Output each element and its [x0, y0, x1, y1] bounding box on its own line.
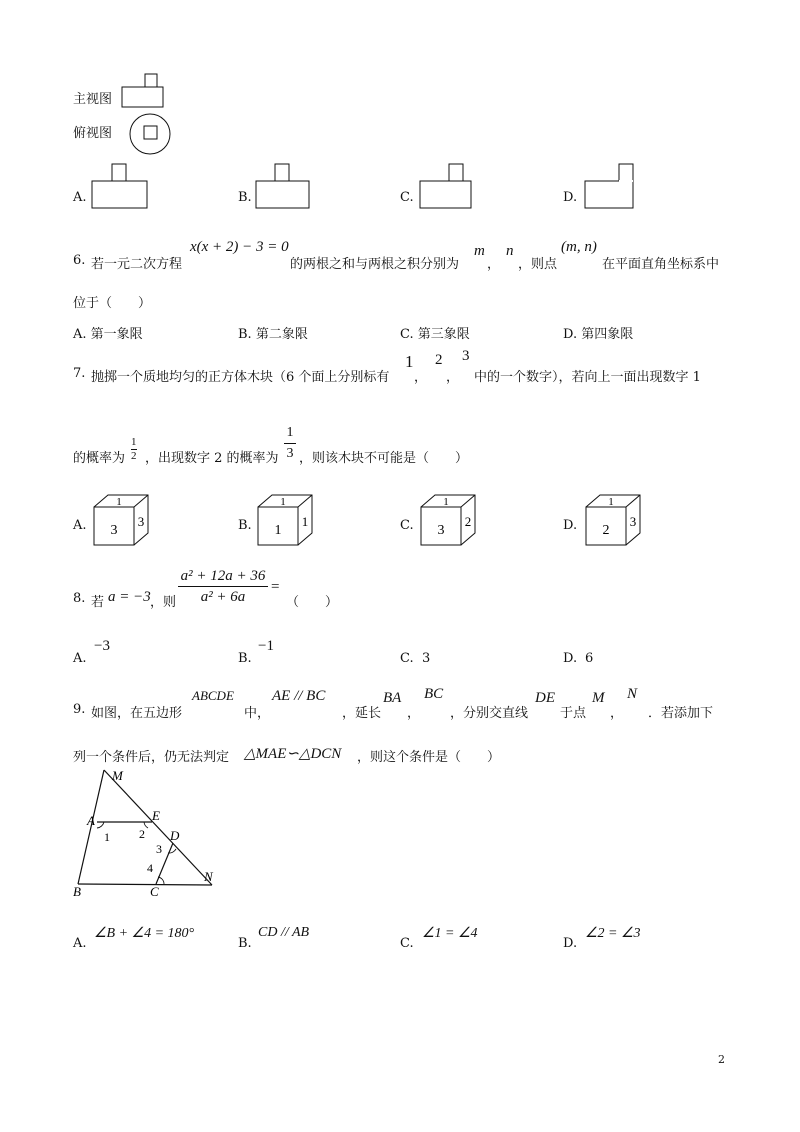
q9-stem-f: ．若添加下	[648, 706, 714, 721]
q9-option-a-value: ∠B + ∠4 = 180°	[94, 926, 195, 941]
q9-similar: △MAE∽△DCN	[244, 746, 342, 762]
q5-option-c-figure	[418, 162, 478, 210]
q7-stem-d: ，出现数字 2 的概率为	[145, 451, 279, 466]
label-d: D	[170, 828, 180, 843]
q5-option-b-label: B.	[238, 190, 252, 205]
line-bn	[78, 884, 212, 885]
q9-stem-b: 中，	[244, 706, 271, 721]
q9-stem-d: ，分别交直线	[450, 706, 529, 721]
q9-stem-g: 列一个条件后，仍无法判定	[73, 750, 230, 765]
q7-d-side-number: 3	[629, 514, 637, 529]
q9-option-a-label: A.	[73, 936, 87, 951]
q9-ba: BA	[383, 690, 402, 706]
q9-point-m: M	[592, 690, 605, 706]
q7-sep-2: ，	[446, 370, 460, 385]
q9-parallel: AE // BC	[272, 688, 326, 704]
top-view-figure	[120, 112, 170, 156]
q8-stem-b: ，则	[150, 595, 177, 610]
page-number: 2	[718, 1053, 725, 1066]
q8-option-b-label: B.	[238, 651, 252, 666]
q7-option-c-label: C.	[400, 518, 414, 533]
q7-d-front-number: 2	[602, 523, 610, 538]
q8-option-d-label: D.	[563, 651, 578, 666]
q9-option-d-value: ∠2 = ∠3	[585, 926, 641, 941]
q7-stem-c: 的概率为	[73, 451, 126, 466]
q7-option-d-label: D.	[563, 518, 578, 533]
q7-c-front-number: 3	[437, 523, 445, 538]
q6-option-a: A. 第一象限	[73, 327, 143, 342]
label-angle-2: 2	[139, 827, 145, 841]
q9-geometry-figure	[70, 765, 230, 900]
q6-n: n	[506, 243, 514, 259]
front-view-label: 主视图	[73, 92, 113, 107]
q8-fraction: a² + 12a + 36 a² + 6a	[178, 567, 268, 606]
q6-option-b: B. 第二象限	[238, 327, 308, 342]
q7-sep-1: ，	[414, 370, 428, 385]
q9-pentagon-name: ABCDE	[192, 688, 234, 703]
q7-c-side-number: 2	[464, 514, 472, 529]
q8-number: 8.	[73, 591, 86, 606]
q5-option-b-figure	[254, 162, 314, 210]
q5-option-a-label: A.	[73, 190, 87, 205]
q9-option-b-label: B.	[238, 936, 252, 951]
q6-option-d: D. 第四象限	[563, 327, 634, 342]
q5-option-c-label: C.	[400, 190, 414, 205]
q6-option-c: C. 第三象限	[400, 327, 470, 342]
label-m: M	[112, 768, 123, 783]
q8-equals: =	[271, 579, 280, 595]
q6-stem-d: 在平面直角坐标系中	[602, 257, 720, 272]
q7-digit-2: 2	[435, 352, 443, 368]
q7-a-top-number: 1	[116, 496, 122, 508]
q5-option-a-figure	[90, 162, 150, 210]
label-angle-1: 1	[104, 830, 110, 844]
label-angle-4: 4	[147, 861, 153, 875]
q9-de: DE	[535, 690, 555, 706]
label-e: E	[152, 808, 160, 823]
q9-option-b-value: CD // AB	[258, 925, 310, 940]
q5-option-d-figure	[583, 162, 643, 210]
q8-option-c-value: 3	[422, 651, 431, 666]
q8-condition: a = −3	[108, 589, 151, 605]
q8-option-b-value: −1	[258, 638, 274, 654]
q6-point: (m, n)	[561, 239, 597, 255]
q7-digit-3: 3	[462, 348, 470, 364]
q7-option-b-cube	[256, 493, 318, 549]
q7-number: 7.	[73, 366, 86, 381]
q9-sep: ，	[610, 706, 624, 721]
q7-stem-e: ，则该木块不可能是（ ）	[299, 451, 469, 466]
q7-a-front-number: 3	[110, 523, 118, 538]
q8-stem-c: （ ）	[286, 595, 339, 610]
line-mn	[104, 770, 212, 885]
label-n: N	[204, 869, 213, 884]
angle-1-arc	[97, 822, 104, 828]
q9-stem-h: ，则这个条件是（ ）	[357, 750, 501, 765]
q7-d-top-number: 1	[608, 496, 614, 508]
q7-option-c-cube	[419, 493, 481, 549]
top-view-label: 俯视图	[73, 126, 113, 141]
q6-equation: x(x + 2) − 3 = 0	[190, 239, 289, 255]
label-b: B	[73, 884, 81, 899]
q7-a-side-number: 3	[137, 514, 145, 529]
label-angle-3: 3	[156, 842, 162, 856]
q9-bc-sep: ，	[407, 706, 421, 721]
q6-stem-a: 若一元二次方程	[91, 257, 183, 272]
q7-stem-a: 抛掷一个质地均匀的正方体木块（6 个面上分别标有	[91, 370, 390, 385]
q6-number: 6.	[73, 253, 86, 268]
q7-b-front-number: 1	[274, 523, 282, 538]
q9-bc: BC	[424, 686, 444, 702]
q7-digit-1: 1	[405, 352, 414, 371]
q8-option-d-value: 6	[585, 651, 594, 666]
q9-option-c-value: ∠1 = ∠4	[422, 926, 478, 941]
q7-b-side-number: 1	[301, 514, 309, 529]
q6-m: m	[474, 243, 485, 259]
q9-stem-c: ，延长	[342, 706, 382, 721]
q7-option-b-label: B.	[238, 518, 252, 533]
q6-stem-b: 的两根之和与两根之积分别为	[290, 257, 460, 272]
front-view-figure	[120, 72, 170, 112]
q8-option-a-value: −3	[94, 638, 110, 654]
q9-number: 9.	[73, 702, 86, 717]
q8-option-a-label: A.	[73, 651, 87, 666]
q9-option-c-label: C.	[400, 936, 414, 951]
q5-option-d-label: D.	[563, 190, 578, 205]
q7-option-a-cube	[92, 493, 154, 549]
label-c: C	[150, 884, 159, 899]
q8-option-c-label: C.	[400, 651, 414, 666]
q7-option-a-label: A.	[73, 518, 87, 533]
q7-option-d-cube	[584, 493, 646, 549]
q6-comma: ，	[487, 257, 501, 272]
q9-stem-a: 如图，在五边形	[91, 706, 183, 721]
q7-fraction-half: 1 2	[131, 436, 137, 462]
q7-c-top-number: 1	[443, 496, 449, 508]
q7-stem-b: 中的一个数字），若向上一面出现数字 1	[474, 370, 701, 385]
q7-b-top-number: 1	[280, 496, 286, 508]
q6-stem-c: ，则点	[518, 257, 558, 272]
q9-option-d-label: D.	[563, 936, 578, 951]
q9-point-n: N	[627, 686, 638, 702]
q7-fraction-third: 1 3	[284, 424, 296, 463]
q9-stem-e: 于点	[560, 706, 587, 721]
q8-stem-a: 若	[91, 595, 105, 610]
q6-stem-e: 位于（ ）	[73, 296, 152, 311]
label-a: A	[87, 813, 95, 828]
